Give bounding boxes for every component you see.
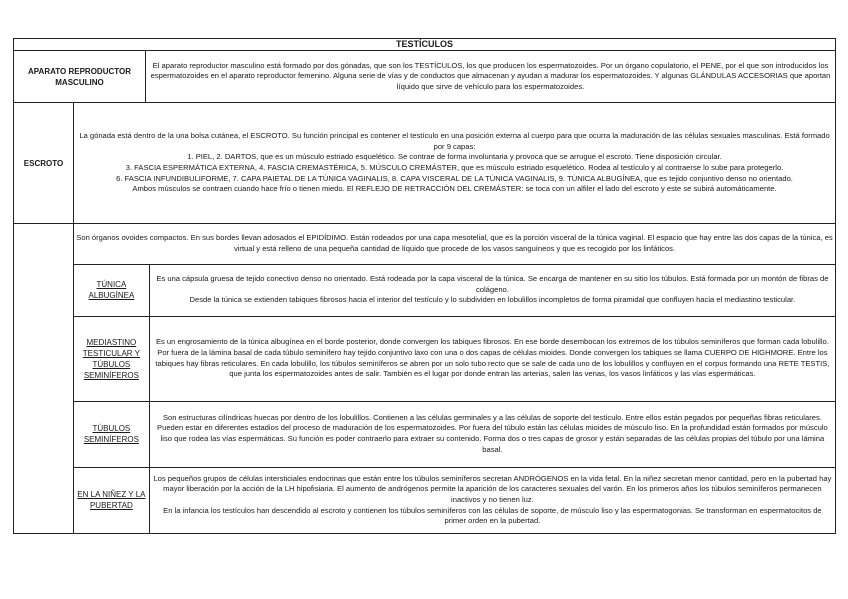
ninez-line-1: Los pequeños grupos de células intersticiales endocrinas que están entre los túbulos seminíferos secretan ANDRÓGENOS en la vida fetal. En la niñez secretan menor cantidad, pero en la pubertad hay mayor liberación por la acción de la LH hipofisiaria. El aumento de andrógenos permite la aparición de los caracteres sexuales del varón. En los primeros años los túbulos seminíferos permanecen inactivos y no tienen luz. (153, 473, 832, 504)
testiculo-row (14, 224, 836, 534)
title-row (14, 39, 836, 51)
testiculos-table (13, 38, 836, 534)
aparato-text: El aparato reproductor masculino está formado por dos gónadas, que son los TESTÍCULOS, los que producen los espermatozoides. Por un órgano copulatorio, el PENE, por el que son introducidos los espermatozoides en el aparato reproductor femenino. Alguna serie de vías y de conductos que almacenan y ayudan a madurar los espermatozoides. Y algunas GLÁNDULAS ACCESORIAS que aportan líquido que sirve de vehículo para los espermatozoides. (146, 51, 836, 103)
mediastino-label: MEDIASTINO TESTICULAR Y TÚBULOS SEMINÍFEROS (74, 316, 149, 401)
ninez-text (149, 467, 835, 533)
escroto-label: ESCROTO (14, 103, 74, 224)
escroto-line-4: 6. FASCIA INFUNDIBULIFORME, 7. CAPA PAIETAL DE LA TÚNICA VAGINALIS, 8. CAPA VISCERAL DE LA TÚNICA VAGINALIS, 9. TÚNICA ALBUGÍNEA, que es tejido conjuntivo denso no orientado. (116, 173, 793, 183)
testiculo-label-empty (14, 224, 74, 534)
tubulos-label: TÚBULOS SEMINÍFEROS (74, 401, 149, 467)
albuginea-line-2: Desde la túnica se extienden tabiques fibrosos hacia el interior del testículo y lo subdividen en lobulillos incompletos de forma piramidal que confluyen hacia el mediastino testicular. (189, 295, 796, 305)
albuginea-row (74, 264, 835, 316)
testiculo-intro: Son órganos ovoides compactos. En sus bordes llevan adosados el EPIDÍDIMO. Están rodeados por una capa mesotelial, que es la porción visceral de la túnica vaginal. El espacio que hay entre las dos capas de la túnica, es virtual y está relleno de una pequeña cantidad de líquido que procede de los vasos sanguíneos y que es recogido por los linfáticos. (76, 233, 833, 253)
mediastino-text: Es un engrosamiento de la túnica albugínea en el borde posterior, donde convergen los tabiques fibrosos. En ese borde desembocan los extremos de los túbulos seminíferos que forman cada lobulillo. Por fuera de la lámina basal de cada túbulo seminífero hay tejido conjuntivo laxo con una o dos capas de células mioides. Donde convergen los tabiques se llama CUERPO DE HIGHMORE. Entre los tabiques hay fibras reticulares. En cada lobulillo, los túbulos seminíferos se abren por un solo tubo recto que se sale de cada uno de los lobulillos y confluyen en el corpus formando una RETE TESTIS, que junta los espermatozoides antes de salir. También es el lugar por donde entran las arterias, salen las venas, los vasos linfáticos y las vías espermáticas. (149, 316, 835, 401)
ninez-row (74, 467, 835, 533)
escroto-row (14, 103, 836, 224)
albuginea-text (149, 264, 835, 316)
aparato-row (14, 51, 836, 103)
albuginea-label: TÚNICA ALBUGÍNEA (74, 264, 149, 316)
albuginea-line-1: Es una cápsula gruesa de tejido conectivo denso no orientado. Está rodeada por la capa visceral de la túnica. Se encarga de mantener en su sitio los túbulos. Está formada por un montón de fibras de colágeno. (156, 274, 829, 294)
escroto-line-3: 3. FASCIA ESPERMÁTICA EXTERNA, 4. FASCIA CREMASTÉRICA, 5. MÚSCULO CREMÁSTER, que es músculo estriado esquelético. Rodea al testículo y al contraerse lo sube para protegerlo. (125, 163, 784, 172)
tubulos-row (74, 401, 835, 467)
testiculo-intro-row (74, 224, 835, 264)
escroto-content (74, 103, 836, 224)
ninez-line-2: En la infancia los testículos han descendido al escroto y contienen los túbulos seminíferos con las células de soporte, de músculo liso y las espermatogonias. Se transforman en espermatocitos de primer orden en la pubertad. (163, 505, 822, 526)
ninez-label: EN LA NIÑEZ Y LA PUBERTAD (74, 467, 149, 533)
mediastino-row (74, 316, 835, 401)
escroto-line-1: La gónada está dentro de la una bolsa cutánea, el ESCROTO. Su función principal es contener el testículo en una posición externa al cuerpo para que ocurra la maduración de las células sexuales masculinas. Está formado por 9 capas: (79, 131, 830, 151)
escroto-line-5: Ambos músculos se contraen cuando hace frío o tienen miedo. El REFLEJO DE RETRACCIÓN DEL CREMÁSTER: se toca con un alfiler el lado del escroto y este se subirá automáticamente. (132, 184, 777, 194)
tubulos-text: Son estructuras cilíndricas huecas por dentro de los lobulillos. Contienen a las células germinales y a las células de soporte del testículo. Entre ellos están pegados por pequeñas fibras reticulares. Pueden estar en diferentes estadios del proceso de maduración de los espermatozoides. Por fuera del túbulo están las células mioides de músculo liso. En la profundidad están formados por músculo liso que rodea las vías espermáticas. Su función es poder contraerlo para extraer su contenido. Forma dos o tres capas de grosor y están separadas de las células propias del túbulo por una lámina basal. (149, 401, 835, 467)
table-title: TESTÍCULOS (14, 39, 836, 51)
escroto-line-2: 1. PIEL, 2. DARTOS, que es un músculo estriado esquelético. Se contrae de forma involuntaria y provoca que se arrugue el escroto. Tiene disposición circular. (187, 152, 722, 162)
testiculo-inner-table (74, 224, 835, 533)
aparato-label: APARATO REPRODUCTOR MASCULINO (14, 51, 146, 103)
testiculo-content (74, 224, 836, 534)
